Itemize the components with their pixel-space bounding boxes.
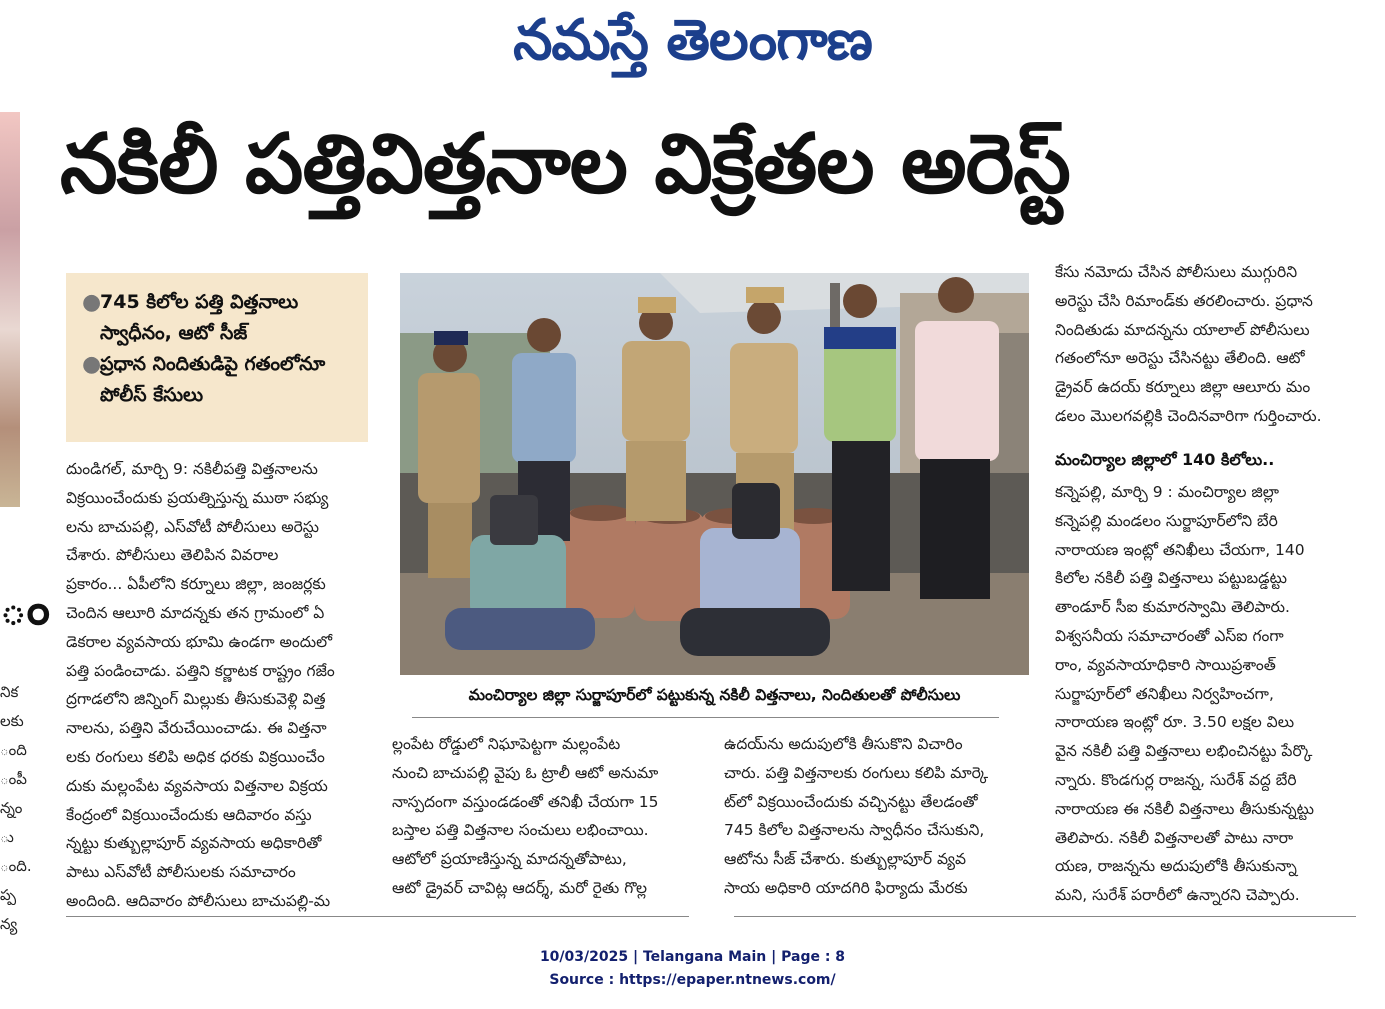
text-line: ంది <box>0 741 27 759</box>
text-line: కేసు నమోదు చేసిన పోలీసులు ముగ్గురిని <box>1055 263 1298 281</box>
article-column-4-bottom <box>1055 478 1360 910</box>
text-line: నారాయణ ఇంట్లో తనిఖీలు చేయగా, 140 <box>1055 540 1305 559</box>
text-line: చెందిన ఆలూరి మాదన్నకు తన గ్రామంలో ఏ <box>66 603 325 622</box>
text-line: కన్నెపల్లి, మార్చి 9 : మంచిర్యాల జిల్లా <box>1055 483 1279 501</box>
text-line: అరెస్టు చేసి రిమాండ్‌కు తరలించారు. ప్రధాన <box>1055 291 1313 310</box>
text-line: న్య <box>0 915 18 933</box>
text-line: న్నారు. కొండగుర్ల రాజన్న, సురేశ్ వద్ద బేరి <box>1055 770 1297 789</box>
text-line: నాస్పదంగా వస్తుండడంతో తనిఖీ చేయగా 15 <box>392 792 659 811</box>
text-line: నిందితుడు మాదన్నను యాలాల్ పోలీసులు <box>1055 320 1310 339</box>
text-line: కన్నెపల్లి మండలం సుర్జాపూర్‌లోని బేరి <box>1055 511 1278 530</box>
text-line: ఆటో డ్రైవర్ చావిట్ల ఆదర్శ్, మరో రైతు గొల్ల <box>392 878 648 897</box>
text-line: పాటు ఎస్‌వోటీ పోలీసులకు సమాచారం <box>66 863 296 882</box>
text-line: తాండూర్ సీఐ కుమారస్వామి తెలిపారు. <box>1055 598 1290 617</box>
text-line: ద్రగాడలోని జిన్నింగ్ మిల్లుకు తీసుకువెళ్లి విత్త <box>66 690 326 709</box>
bottom-rule-right <box>734 916 1356 917</box>
text-line: దుకు మల్లంపేట వ్యవసాయ విత్తనాల విక్రయ <box>66 776 328 795</box>
highlight-box <box>66 273 368 442</box>
headline: నకిలీ పత్తివిత్తనాల విక్రేతల అరెస్ట్ <box>60 117 1070 212</box>
text-line: సాయ అధికారి యాదగిరి ఫిర్యాదు మేరకు <box>724 878 968 897</box>
text-line: లను బాచుపల్లి, ఎస్‌వోటీ పోలీసులు అరెస్టు <box>66 517 320 536</box>
text-line: ు <box>0 828 14 846</box>
text-line: చారు. పత్తి విత్తనాలకు రంగులు కలిపి మార్కె <box>724 763 989 782</box>
masthead-logo: నమస్తే తెలంగాణ <box>513 7 872 73</box>
text-line: ంపీ <box>0 770 27 788</box>
text-line: ఆటోలో ప్రయాణిస్తున్న మాదన్నతోపాటు, <box>392 850 627 869</box>
bullet-icon: ● <box>82 352 102 377</box>
text-line: నారాయణ ఈ నకిలీ విత్తనాలు తీసుకున్నట్టు <box>1055 799 1314 818</box>
text-line: వైన నకిలీ పత్తి విత్తనాలు లభించినట్టు పేర్కొ <box>1055 742 1313 761</box>
text-line: కిలోల నకిలీ పత్తి విత్తనాలు పట్టుబడ్డట్టు <box>1055 569 1287 588</box>
text-line: రాం, వ్యవసాయాధికారి సాయిప్రశాంత్ <box>1055 655 1276 674</box>
text-line: అందింది. ఆదివారం పోలీసులు బాచుపల్లి-మ <box>66 891 331 910</box>
text-line: డలం మొలగవల్లికి చెందినవారిగా గుర్తించారు. <box>1055 406 1322 425</box>
left-edge-char: ం <box>0 581 50 635</box>
footer-source-link[interactable]: Source : https://epaper.ntnews.com/ <box>549 972 836 988</box>
left-edge-text <box>0 678 32 939</box>
text-line: యణ, రాజన్నను అదుపులోకి తీసుకున్నా <box>1055 857 1297 876</box>
text-line: గతంలోనూ అరెస్టు చేసినట్టు తేలింది. ఆటో <box>1055 349 1305 368</box>
page-footer <box>0 946 1385 992</box>
photo-police-with-accused <box>400 273 1029 675</box>
text-line: డ్రైవర్ ఉదయ్ కర్నూలు జిల్లా ఆలూరు మం <box>1055 378 1311 397</box>
text-line: తెలిపారు. నకిలీ విత్తనాలతో పాటు నారా <box>1055 828 1294 847</box>
text-line: ప్ప <box>0 886 17 904</box>
text-line: బస్తాల పత్తి విత్తనాల సంచులు లభించాయి. <box>392 821 649 840</box>
text-line: ట్‌లో విక్రయించేందుకు వచ్చినట్టు తేలడంతో <box>724 792 978 811</box>
text-line: లకు రంగులు కలిపి అధిక ధరకు విక్రయించేం <box>66 747 325 766</box>
text-line: ప్రకారం... ఏపీలోని కర్నూలు జిల్లా, జంజర్లకు <box>66 575 326 594</box>
left-edge-photo <box>0 112 20 507</box>
article-column-1 <box>66 455 368 916</box>
text-line: ల్లంపేట రోడ్డులో నిఘాపెట్టగా మల్లంపేట <box>392 735 621 753</box>
caption-rule <box>412 717 999 718</box>
text-line: ఉదయ్‌ను అదుపులోకి తీసుకొని విచారిం <box>724 735 963 753</box>
article-column-2 <box>392 730 700 903</box>
text-line: కేంద్రంలో విక్రయించేందుకు ఆదివారం వస్తు <box>66 805 312 824</box>
text-line: సుర్జాపూర్‌లో తనిఖీలు నిర్వహించగా, <box>1055 684 1274 703</box>
news-photo <box>400 273 1029 675</box>
text-line: విశ్వసనీయ సమాచారంతో ఎస్‌ఐ గంగా <box>1055 626 1284 645</box>
highlight-item <box>82 349 356 411</box>
text-line: ంది. <box>0 857 32 875</box>
article-column-3 <box>724 730 1034 903</box>
text-line: చేశారు. పోలీసులు తెలిపిన వివరాల <box>66 546 279 565</box>
highlight-text: 745 కిలోల పత్తి విత్తనాలు స్వాధీనం, ఆటో సీజ్ <box>100 291 299 344</box>
text-line: నిక <box>0 683 19 701</box>
text-line: పత్తి పండించాడు. పత్తిని కర్ణాటక రాష్ట్రం గజేం <box>66 661 335 680</box>
text-line: నుంచి బాచుపల్లి వైపు ఓ ట్రాలీ ఆటో అనుమా <box>392 763 659 782</box>
photo-caption: మంచిర్యాల జిల్లా సుర్జాపూర్‌లో పట్టుకున్న నకిలీ విత్తనాలు, నిందితులతో పోలీసులు <box>468 686 961 704</box>
text-line: నాలను, పత్తిని వేరుచేయించాడు. ఈ విత్తనా <box>66 719 327 738</box>
text-line: నారాయణ ఇంట్లో రూ. 3.50 లక్షల విలు <box>1055 713 1295 732</box>
text-line: 745 కిలోల విత్తనాలను స్వాధీనం చేసుకుని, <box>724 821 985 840</box>
text-line: ఆటోను సీజ్ చేశారు. కుత్బుల్లాపూర్ వ్యవ <box>724 850 966 869</box>
footer-date-page: 10/03/2025 | Telangana Main | Page : 8 <box>539 949 846 965</box>
subheading: మంచిర్యాల జిల్లాలో 140 కిలోలు.. <box>1055 450 1275 469</box>
article-column-4-top <box>1055 258 1360 431</box>
bottom-rule-left <box>66 916 689 917</box>
text-line: డెకరాల వ్యవసాయ భూమి ఉండగా అందులో <box>66 632 333 651</box>
text-line: మని, సురేశ్ పరారీలో ఉన్నారని చెప్పారు. <box>1055 886 1300 905</box>
text-line: న్నం <box>0 799 23 817</box>
text-line: దుండిగల్, మార్చి 9: నకిలీపత్తి విత్తనాలను <box>66 460 318 478</box>
text-line: న్నట్టు కుత్బుల్లాపూర్ వ్యవసాయ అధికారితో <box>66 834 322 853</box>
highlight-item <box>82 287 356 349</box>
text-line: విక్రయించేందుకు ప్రయత్నిస్తున్న ముఠా సభ్యు <box>66 488 329 507</box>
highlight-text: ప్రధాన నిందితుడిపై గతంలోనూ పోలీస్ కేసులు <box>100 353 326 406</box>
bullet-icon: ● <box>82 290 102 315</box>
text-line: లకు <box>0 712 24 730</box>
